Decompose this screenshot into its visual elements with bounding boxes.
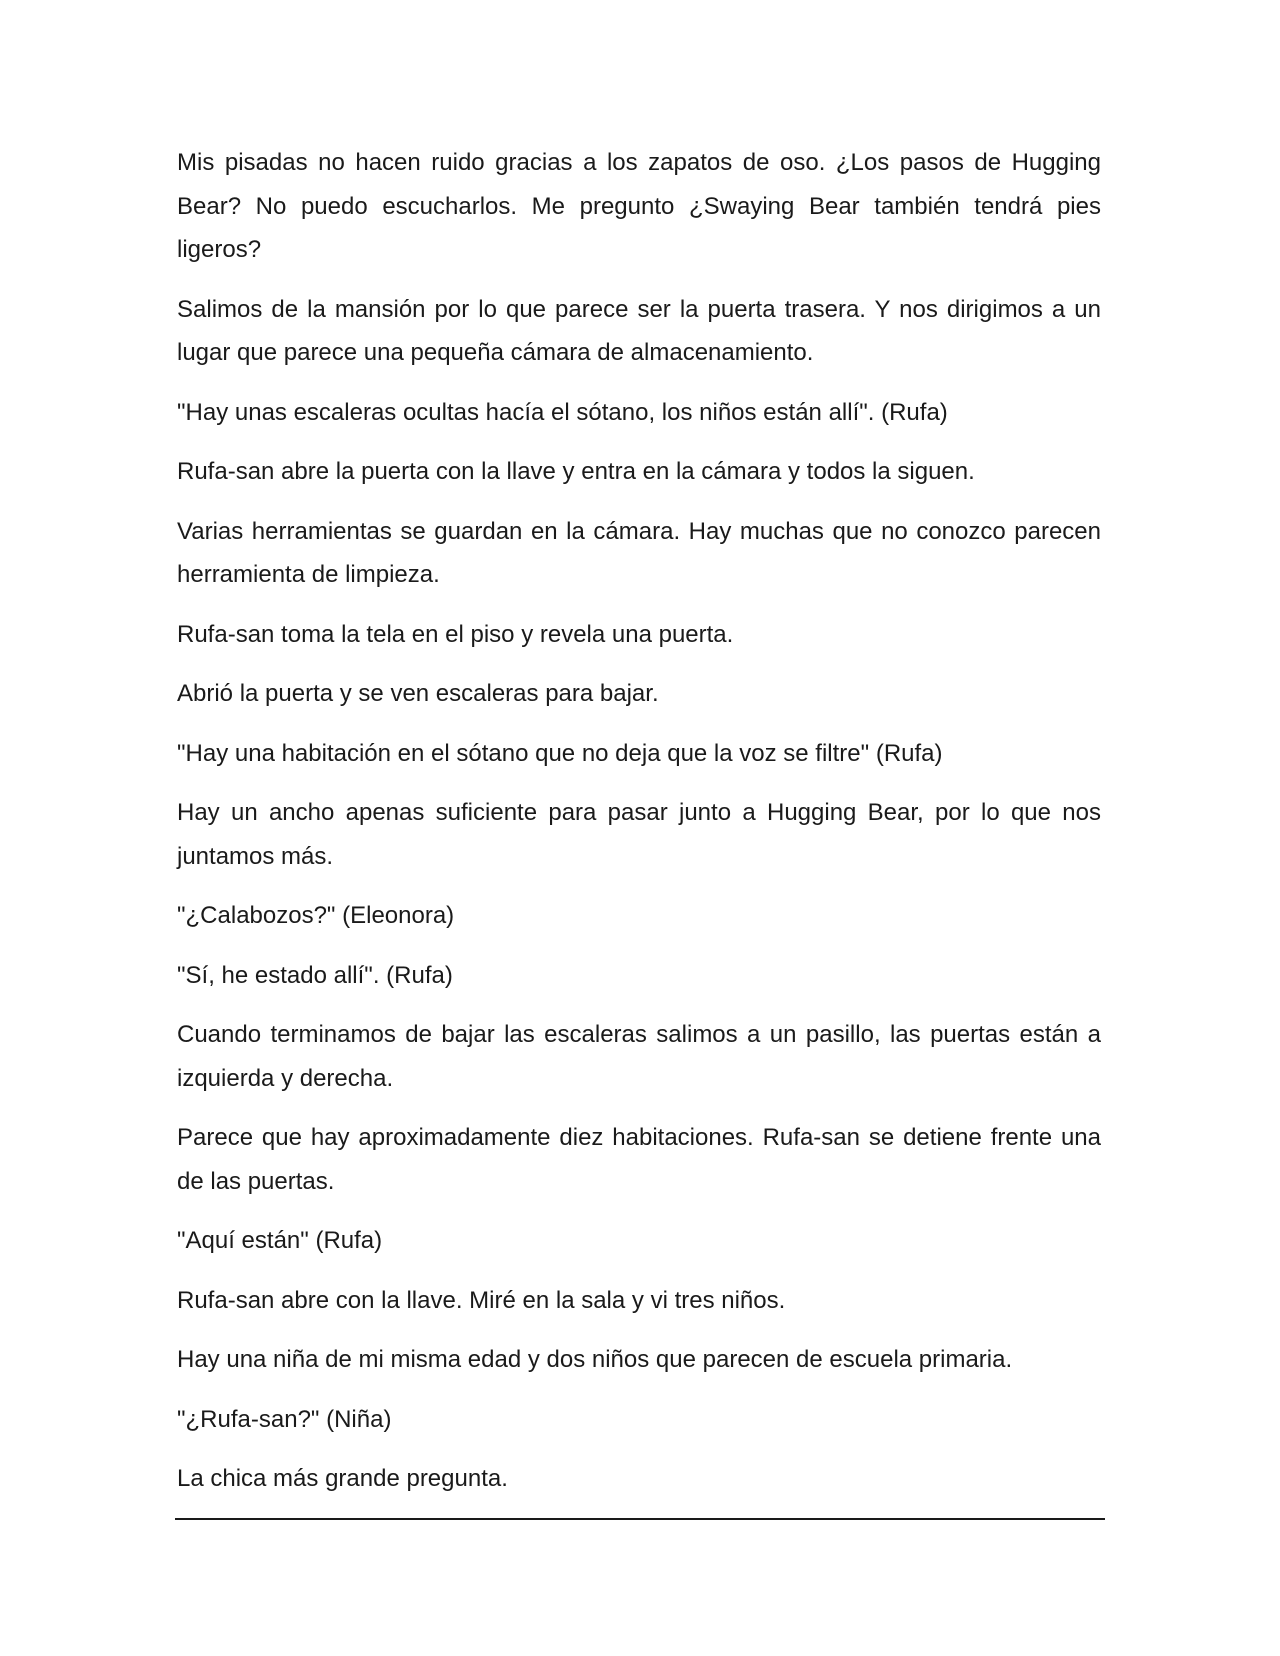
paragraph: "¿Rufa-san?" (Niña) (177, 1405, 392, 1433)
paragraph: "Aquí están" (Rufa) (177, 1227, 383, 1254)
paragraph: "¿Calabozos?" (Eleonora) (177, 902, 455, 929)
paragraph: Rufa-san toma la tela en el piso y revela una puerta. (177, 620, 734, 648)
paragraph: Mis pisadas no hacen ruido gracias a los zapatos de oso. ¿Los pasos de Hugging Bear? No puedo escucharlos. Me pregunto ¿Swaying Bear también tendrá pies ligeros? (177, 149, 1101, 263)
paragraph: "Sí, he estado allí". (Rufa) (177, 961, 453, 989)
paragraph: La chica más grande pregunta. (177, 1465, 508, 1492)
paragraph: Parece que hay aproximadamente diez habitaciones. Rufa-san se detiene frente una de las puertas. (177, 1124, 1101, 1195)
paragraph: Rufa-san abre la puerta con la llave y entra en la cámara y todos la siguen. (177, 458, 975, 485)
footer-divider (175, 1518, 1105, 1520)
paragraph: Abrió la puerta y se ven escaleras para bajar. (177, 680, 659, 707)
paragraph: Hay una niña de mi misma edad y dos niños que parecen de escuela primaria. (177, 1346, 1013, 1373)
paragraph: Rufa-san abre con la llave. Miré en la sala y vi tres niños. (177, 1286, 786, 1314)
paragraph: Hay un ancho apenas suficiente para pasar junto a Hugging Bear, por lo que nos juntamos más. (177, 799, 1101, 870)
paragraph: "Hay unas escaleras ocultas hacía el sótano, los niños están allí". (Rufa) (177, 398, 948, 426)
paragraph: "Hay una habitación en el sótano que no deja que la voz se filtre" (Rufa) (177, 739, 943, 767)
page-body (177, 141, 1101, 1517)
paragraph: Cuando terminamos de bajar las escaleras salimos a un pasillo, las puertas están a izquierda y derecha. (177, 1021, 1101, 1092)
paragraph: Varias herramientas se guardan en la cámara. Hay muchas que no conozco parecen herramienta de limpieza. (177, 517, 1101, 588)
paragraph: Salimos de la mansión por lo que parece ser la puerta trasera. Y nos dirigimos a un lugar que parece una pequeña cámara de almacenamiento. (177, 295, 1101, 366)
